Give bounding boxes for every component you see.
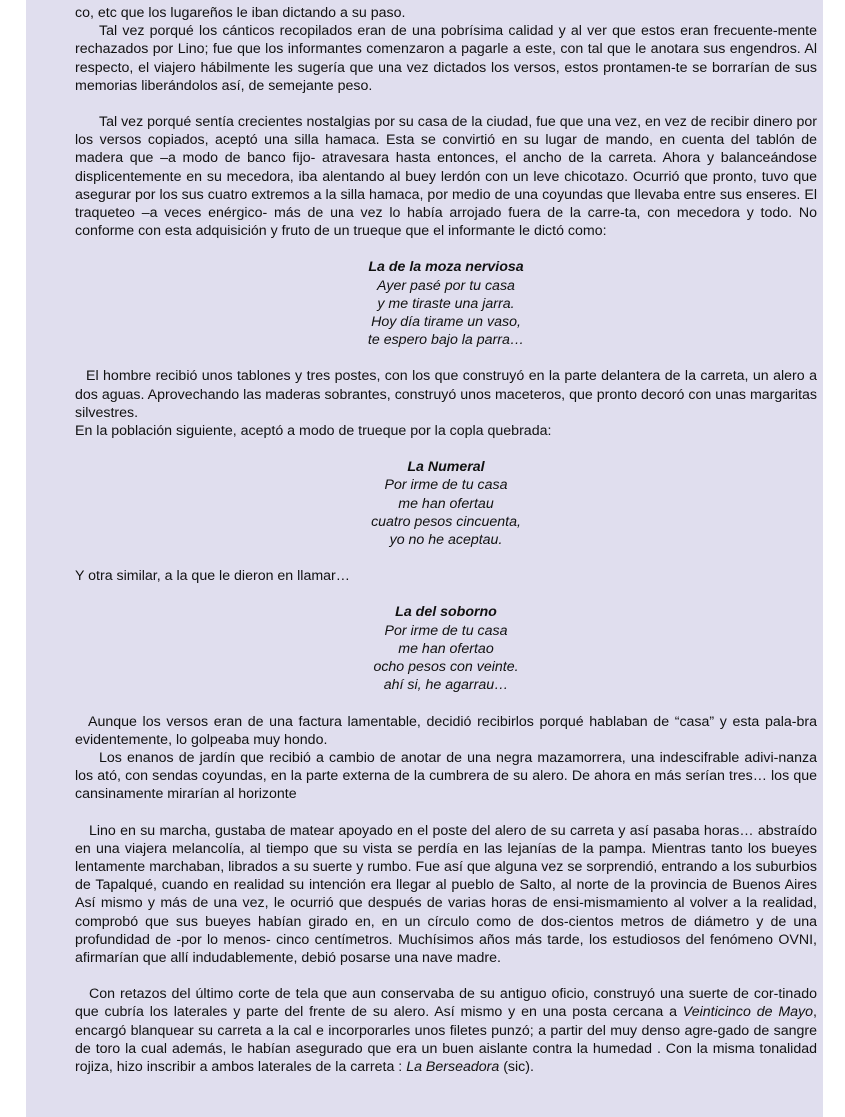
paragraph — [75, 713, 817, 749]
paragraph-text: Lino en su marcha, gustaba de matear apoyado en el poste del alero de su carreta y así pasaba horas… abstraído en una viajera melancolía, al tiempo que su vista se perdía en las lejanías de la pampa. Mientras tanto los bueyes lentamente marchaban, librados a su suerte y rumbo. Fue así que alguna vez se sorprendió, entrando a los suburbios de Tapalqué, cuando en realidad su intención era llegar al pueblo de Salto, al norte de la provincia de Buenos Aires Así mismo y más de una vez, le ocurrió que después de varias horas de ensi-mismamiento al volver a la realidad, comprobó que sus bueyes habían girado en, en un círculo como de dos-cientos metros de diámetro y de una profundidad de -por lo menos- cinco centímetros. Muchísimos años más tarde, los estudiosos del fenómeno OVNI, afirmarían que allí indudablemente, debió posarse una nave madre. — [75, 822, 817, 966]
paragraph-text: El hombre recibió unos tablones y tres postes, con los que construyó en la parte delantera de la carreta, un alero a dos aguas. Aprovechando las maderas sobrantes, construyó unos maceteros, que pronto decoró con unas margaritas silvestres. — [75, 368, 817, 421]
paragraph — [75, 367, 817, 422]
poem-line: me han ofertau — [398, 495, 494, 512]
paragraph: En la población siguiente, aceptó a modo de trueque por la copla quebrada: — [75, 423, 552, 440]
poem-line: cuatro pesos cincuenta, — [371, 513, 521, 530]
paragraph-text: (sic). — [499, 1058, 534, 1075]
poem-title: La del soborno — [395, 604, 497, 621]
cart-name: La Berseadora — [406, 1058, 500, 1075]
page-background — [26, 0, 823, 1117]
poem-line: Por irme de tu casa — [384, 622, 508, 639]
paragraph — [75, 985, 817, 1076]
paragraph-text: Tal vez porqué los cánticos recopilados eran de una pobrísima calidad y al ver que estos eran frecuente-mente rechazados por Lino; fue que los informantes comenzaron a pagarle a este, con tal que le anotara sus engendros. Al respecto, el viajero hábilmente les sugería que una vez dictados los versos, estos prontamen-te se borrarían de sus memorias liberándolos así, de semejante peso. — [75, 23, 817, 94]
paragraph — [75, 822, 817, 968]
poem-line: me han ofertao — [398, 640, 494, 657]
place-name: Veinticinco de Mayo — [682, 1004, 814, 1021]
paragraph — [75, 749, 817, 804]
poem-soborno — [75, 603, 817, 694]
paragraph: Y otra similar, a la que le dieron en llamar… — [75, 568, 350, 585]
paragraph-text: , encargó blanquear su carreta a la cal e incorporarles unos filetes punzó; a partir del muy denso agre-gado de sangre de toro la cual además, le habían asegurado que era un buen aislante contra la humedad . Con la misma tonalidad rojiza, hizo inscribir a ambos laterales de la carreta : — [75, 1004, 817, 1075]
poem-title: La Numeral — [407, 459, 485, 476]
paragraph-text: Aunque los versos eran de una factura lamentable, decidió recibirlos porqué hablaban de “casa” y esta pala-bra evidentemente, lo golpeaba muy hondo. — [75, 713, 817, 748]
paragraph — [75, 113, 817, 240]
poem-line: ahí si, he agarrau… — [383, 677, 509, 694]
paragraph: co, etc que los lugareños le iban dictando a su paso. — [75, 5, 406, 21]
poem-line: Por irme de tu casa — [384, 477, 508, 494]
document-body — [75, 4, 817, 1076]
poem-line: te espero bajo la parra… — [367, 332, 525, 349]
poem-numeral — [75, 458, 817, 549]
poem-line: ocho pesos con veinte. — [373, 659, 519, 676]
poem-line: yo no he aceptau. — [389, 532, 503, 549]
poem-title: La de la moza nerviosa — [368, 259, 524, 276]
poem-moza-nerviosa — [75, 258, 817, 349]
paragraph — [75, 22, 817, 95]
poem-line: Ayer pasé por tu casa — [377, 277, 515, 294]
poem-line: Hoy día tirame un vaso, — [371, 314, 521, 331]
paragraph-text: Los enanos de jardín que recibió a cambio de anotar de una negra mazamorrera, una indescifrable adivi-nanza los ató, con sendas coyundas, en la parte externa de la cumbrera de su alero. De ahora en más serían tres… los que cansinamente mirarían al horizonte — [75, 749, 817, 803]
poem-line: y me tiraste una jarra. — [377, 295, 515, 312]
paragraph-text: Tal vez porqué sentía crecientes nostalgias por su casa de la ciudad, fue que una vez, en vez de recibir dinero por los versos copiados, aceptó una silla hamaca. Esta se convirtió en su lugar de mando, en cuenta del tablón de madera que –a modo de banco fijo- atravesara hasta entonces, el ancho de la carreta. Ahora y balanceándose displicentemente en su mecedora, iba alentando al buey lerdón con un leve chicotazo. Ocurrió que pronto, tuvo que asegurar por los sus cuatro extremos a la silla hamaca, por medio de una coyundas que llevaba entre sus enseres. El traqueteo –a veces enérgico- más de una vez lo había arrojado fuera de la carre-ta, con mecedora y todo. No conforme con esta adquisición y fruto de un trueque que el informante le dictó como: — [75, 114, 817, 240]
paragraph-text: Con retazos del último corte de tela que aun conservaba de su antiguo oficio, construyó una suerte de cor-tinado que cubría los laterales y parte del frente de su alero. Así mismo y en una posta cercana a — [75, 986, 817, 1021]
